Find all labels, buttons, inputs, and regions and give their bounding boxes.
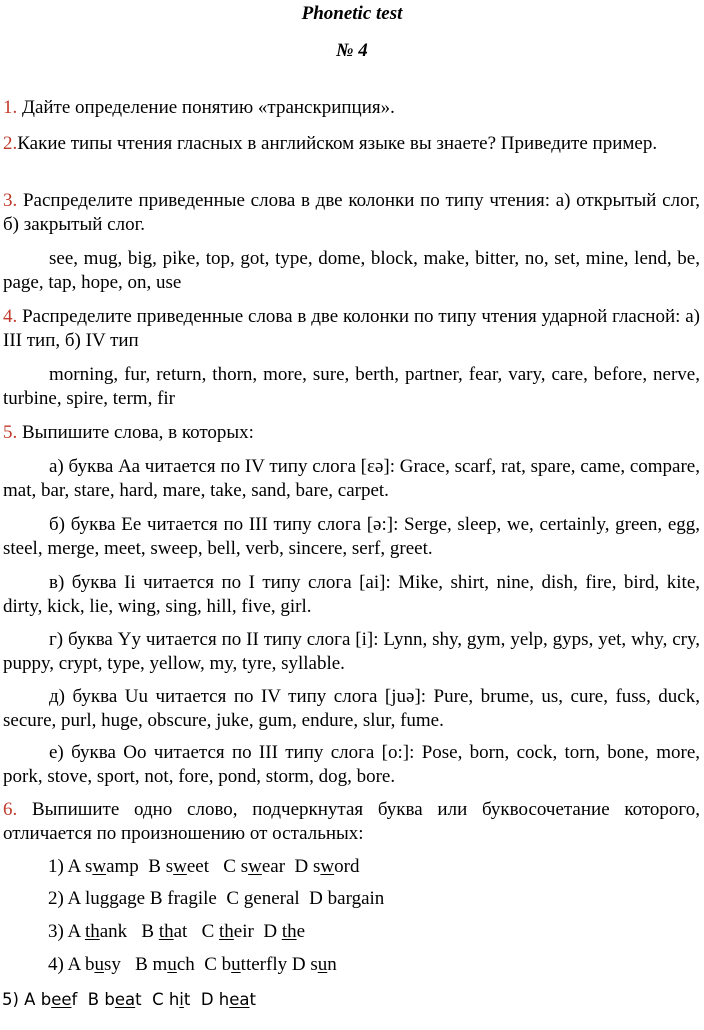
document-title: Phonetic test [301,3,403,24]
question-5-item-b: б) буква Ee читается по III типу слога [ə:]: Serge, sleep, we, certainly, green, egg, steel, merge, meet, sweep, bell, verb, sincere, serf, greet. [3,514,700,559]
question-3: 3. Распределите приведенные слова в две колонки по типу чтения: а) открытый слог, б) закрытый слог. [3,190,700,235]
question-4-words: morning, fur, return, thorn, more, sure, berth, partner, fear, vary, care, before, nerve, turbine, spire, term, fir [3,364,700,409]
document-subtitle: № 4 [336,40,368,61]
question-5-item-e: д) буква Uu читается по IV типу слога [juə]: Pure, brume, us, cure, fuss, duck, secure, purl, huge, obscure, juke, gum, endure, slur, fume. [3,686,700,731]
question-1: 1. Дайте определение понятию «транскрипция». [3,97,395,118]
option-row-2: 2) A luggage B fragile C general D bargain [48,888,385,909]
question-5-item-d: г) буква Yy читается по II типу слога [i]: Lynn, shy, gym, yelp, gyps, yet, why, cry, puppy, crypt, type, yellow, my, tyre, syllable. [3,629,700,674]
question-5-item-c: в) буква Ii читается по I типу слога [ai]: Mike, shirt, nine, dish, fire, bird, kite, dirty, kick, lie, wing, sing, hill, five, girl. [3,572,700,617]
question-5: 5. Выпишите слова, в которых: [3,422,254,443]
option-row-5: 5) A beef B beat C hit D heat [2,990,257,1009]
option-row-4: 4) A busy B much C butterfly D sun [48,954,337,975]
question-2: 2.Какие типы чтения гласных в английском языке вы знаете? Приведите пример. [3,133,658,154]
question-3-words: see, mug, big, pike, top, got, type, dome, block, make, bitter, no, set, mine, lend, be, page, tap, hope, on, use [3,248,700,293]
question-5-item-f: е) буква Оо читается по III типу слога [o:]: Pose, born, cock, torn, bone, more, pork, stove, sport, not, fore, pond, storm, dog, bore. [3,742,700,787]
option-row-3: 3) A thank B that C their D the [48,921,306,942]
question-4: 4. Распределите приведенные слова в две колонки по типу чтения ударной гласной: а) III тип, б) IV тип [3,306,700,351]
question-5-item-a: а) буква Аа читается по IV типу слога [εə]: Grace, scarf, rat, spare, came, compare, mat, bar, stare, hard, mare, take, sand, bare, carpet. [3,456,700,501]
option-row-1: 1) A swamp B sweet C swear D sword [48,856,360,877]
question-6: 6. Выпишите одно слово, подчеркнутая буква или буквосочетание которого, отличается по произношению от остальных: [3,799,700,844]
